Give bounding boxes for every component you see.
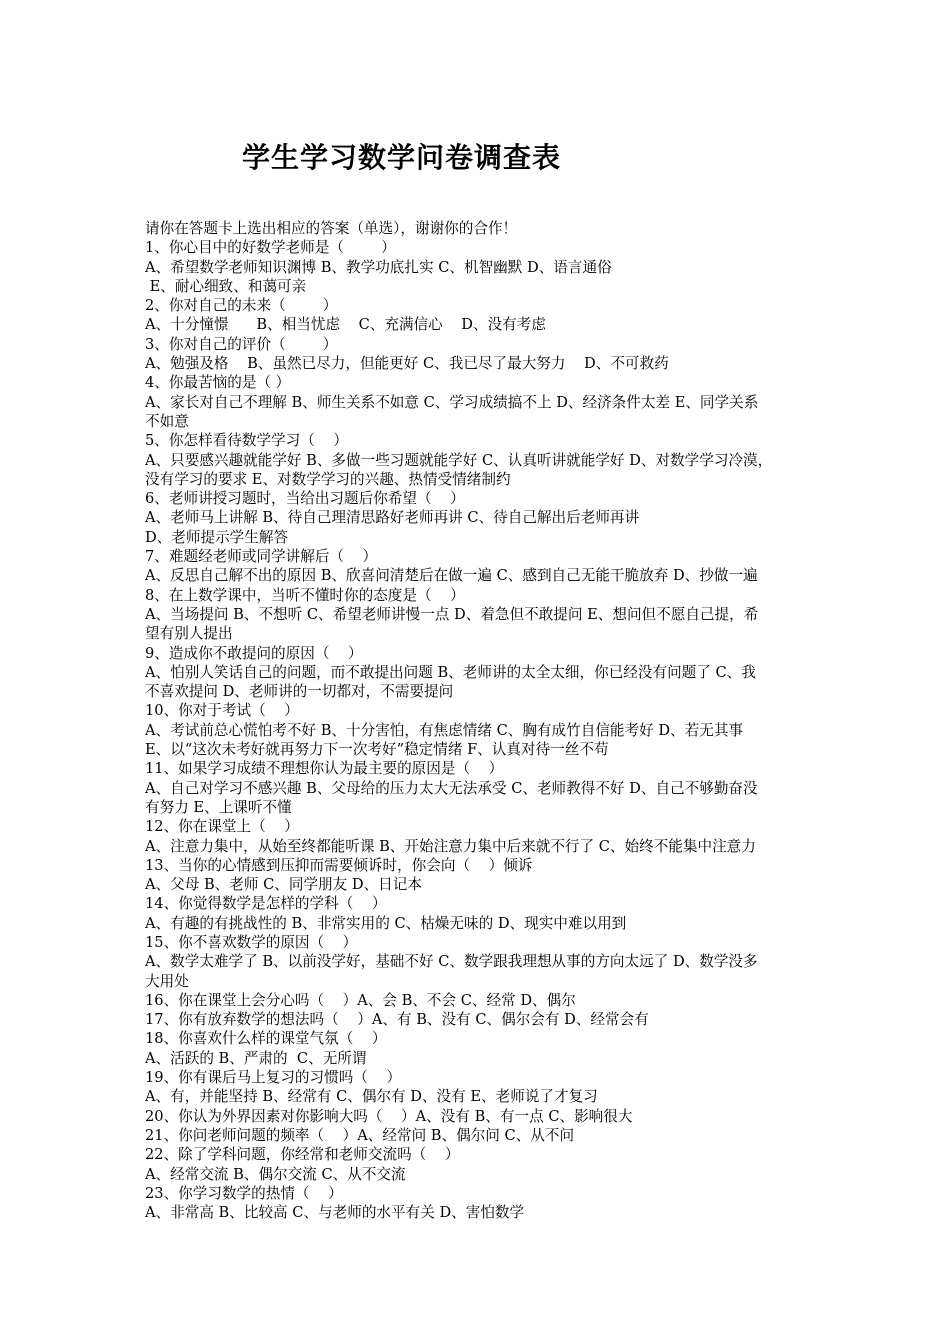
- text-line: A、当场提问 B、不想听 C、希望老师讲慢一点 D、着急但不敢提问 E、想问但不愿自己提，希: [145, 605, 759, 623]
- text-line: 20、你认为外界因素对你影响大吗（ ）A、没有 B、有一点 C、影响很大: [145, 1107, 633, 1125]
- text-line: 大用处: [145, 972, 189, 990]
- text-line: 23、你学习数学的热情（ ）: [145, 1184, 343, 1202]
- text-line: 22、除了学科问题，你经常和老师交流吗（ ）: [145, 1146, 460, 1164]
- text-line: 8、在上数学课中，当听不懂时你的态度是（ ）: [145, 586, 465, 604]
- text-line: 没有学习的要求 E、对数学学习的兴趣、热情受情绪制约: [145, 470, 511, 488]
- text-line: 不喜欢提问 D、老师讲的一切都对，不需要提问: [145, 683, 454, 701]
- text-line: A、只要感兴趣就能学好 B、多做一些习题就能学好 C、认真听讲就能学好 D、对数学学习冷漠，: [145, 451, 773, 469]
- text-line: 4、你最苦恼的是（ ）: [145, 374, 291, 392]
- text-line: 3、你对自己的评价（ ）: [145, 335, 338, 353]
- text-line: A、非常高 B、比较高 C、与老师的水平有关 D、害怕数学: [145, 1204, 525, 1222]
- text-line: A、家长对自己不理解 B、师生关系不如意 C、学习成绩搞不上 D、经济条件太差 E、同学关系: [145, 393, 759, 411]
- text-line: 16、你在课堂上会分心吗（ ）A、会 B、不会 C、经常 D、偶尔: [145, 991, 576, 1009]
- text-line: A、有，并能坚持 B、经常有 C、偶尔有 D、没有 E、老师说了才复习: [145, 1088, 598, 1106]
- text-line: 7、难题经老师或同学讲解后（ ）: [145, 548, 378, 566]
- text-line: 1、你心目中的好数学老师是（ ）: [145, 239, 396, 257]
- text-line: 12、你在课堂上（ ）: [145, 818, 299, 836]
- text-line: 9、造成你不敢提问的原因（ ）: [145, 644, 363, 662]
- text-line: 14、你觉得数学是怎样的学科（ ）: [145, 895, 387, 913]
- text-line: D、老师提示学生解答: [145, 528, 289, 546]
- text-line: 13、当你的心情感到压抑而需要倾诉时，你会向（ ）倾诉: [145, 856, 533, 874]
- text-line: A、有趣的有挑战性的 B、非常实用的 C、枯燥无味的 D、现实中难以用到: [145, 914, 627, 932]
- text-line: A、父母 B、老师 C、同学朋友 D、日记本: [145, 876, 422, 894]
- text-line: 17、你有放弃数学的想法吗（ ）A、有 B、没有 C、偶尔会有 D、经常会有: [145, 1011, 649, 1029]
- text-line: A、注意力集中，从始至终都能听课 B、开始注意力集中后来就不行了 C、始终不能集中注意力: [145, 837, 756, 855]
- questionnaire-body: [145, 219, 813, 1222]
- page-title: 学生学习数学问卷调查表: [242, 141, 562, 174]
- text-line: 11、如果学习成绩不理想你认为最主要的原因是（ ）: [145, 760, 504, 778]
- text-line: 2、你对自己的未来（ ）: [145, 297, 338, 315]
- text-line: A、怕别人笑话自己的问题，而不敢提出问题 B、老师讲的太全太细，你已经没有问题了 C、我: [145, 663, 756, 681]
- text-line: A、经常交流 B、偶尔交流 C、从不交流: [145, 1165, 406, 1183]
- text-line: 望有别人提出: [145, 625, 233, 643]
- text-line: A、活跃的 B、严肃的 C、无所谓: [145, 1049, 367, 1067]
- text-line: A、数学太难学了 B、以前没学好，基础不好 C、数学跟我理想从事的方向太远了 D、数学没多: [145, 953, 758, 971]
- text-line: 21、你问老师问题的频率（ ）A、经常问 B、偶尔问 C、从不问: [145, 1126, 575, 1144]
- text-line: E、以“这次未考好就再努力下一次考好”稳定情绪 F、认真对待一丝不苟: [145, 741, 609, 759]
- text-line: A、考试前总心慌怕考不好 B、十分害怕，有焦虑情绪 C、胸有成竹自信能考好 D、若无其事: [145, 721, 744, 739]
- text-line: 不如意: [145, 412, 189, 430]
- text-line: A、反思自己解不出的原因 B、欣喜问清楚后在做一遍 C、感到自己无能干脆放弃 D、抄做一遍: [145, 567, 758, 585]
- text-line: 请你在答题卡上选出相应的答案（单选），谢谢你的合作！: [145, 220, 518, 237]
- text-line: A、勉强及格 B、虽然已尽力，但能更好 C、我已尽了最大努力 D、不可救药: [145, 355, 669, 373]
- text-line: E、耐心细致、和蔼可亲: [145, 277, 307, 295]
- text-line: 15、你不喜欢数学的原因（ ）: [145, 933, 358, 951]
- text-line: 有努力 E、上课听不懂: [145, 798, 292, 816]
- text-line: A、希望数学老师知识渊博 B、教学功底扎实 C、机智幽默 D、语言通俗: [145, 258, 612, 276]
- text-line: A、十分憧憬 B、相当忧虑 C、充满信心 D、没有考虑: [145, 316, 546, 334]
- text-line: 10、你对于考试（ ）: [145, 702, 299, 720]
- text-line: 19、你有课后马上复习的习惯吗（ ）: [145, 1069, 402, 1087]
- text-line: 5、你怎样看待数学学习（ ）: [145, 432, 348, 450]
- text-line: 18、你喜欢什么样的课堂气氛（ ）: [145, 1030, 387, 1048]
- text-line: 6、老师讲授习题时，当给出习题后你希望（ ）: [145, 490, 465, 508]
- text-line: A、自己对学习不感兴趣 B、父母给的压力太大无法承受 C、老师教得不好 D、自己不够勤奋没: [145, 779, 758, 797]
- text-line: A、老师马上讲解 B、待自己理清思路好老师再讲 C、待自己解出后老师再讲: [145, 509, 640, 527]
